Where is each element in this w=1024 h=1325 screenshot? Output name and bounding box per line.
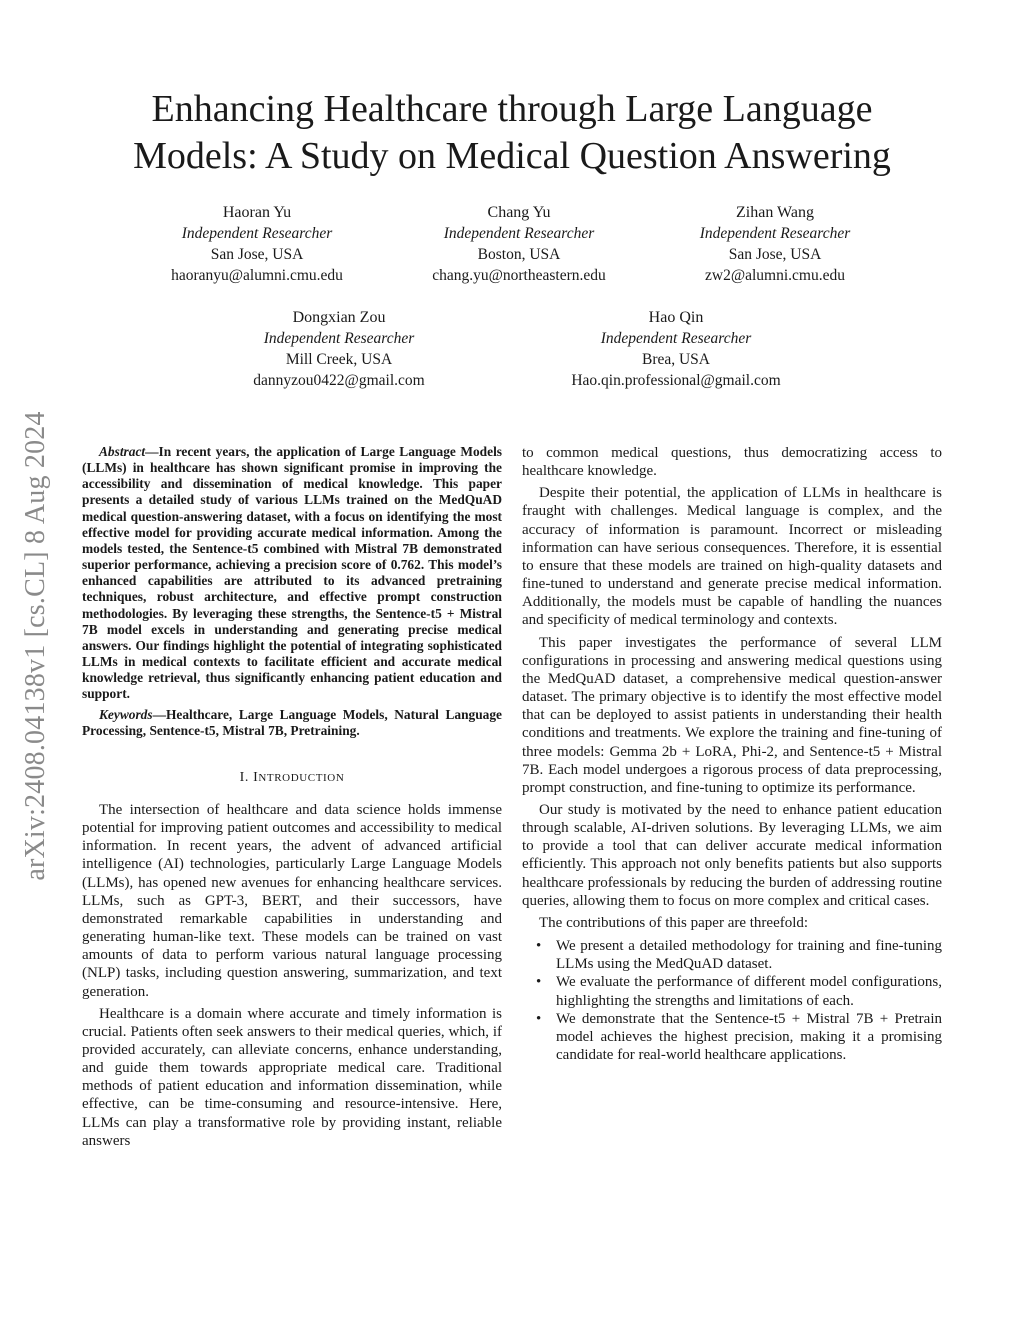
author-location: Boston, USA xyxy=(477,246,561,263)
left-column xyxy=(82,444,502,1150)
section-heading: I. INTRODUCTION xyxy=(239,769,345,785)
author-block-3 xyxy=(625,202,925,286)
author-name: Dongxian Zou xyxy=(292,309,386,326)
bullet-icon: • xyxy=(536,974,542,991)
author-email: dannyzou0422@gmail.com xyxy=(253,372,425,389)
title-line-2: Models: A Study on Medical Question Answering xyxy=(133,135,891,177)
author-affiliation: Independent Researcher xyxy=(181,225,333,242)
arxiv-sidebar xyxy=(8,357,64,935)
contributions-intro: The contributions of this paper are threefold: xyxy=(539,914,809,931)
title-line-1: Enhancing Healthcare through Large Language xyxy=(151,88,873,130)
keywords xyxy=(82,707,502,739)
abstract-text: —In recent years, the application of Large Language Models (LLMs) in healthcare has shown significant promise in improving the accessibility and dissemination of medical knowledge. This paper presents a detailed study of various LLMs trained on the MedQuAD medical question-answering dataset, with a focus on identifying the most effective model for providing accurate medical information. Among the models tested, the Sentence-t5 combined with Mistral 7B demonstrated superior performance, achieving a precision score of 0.762. This model’s enhanced capabilities are attributed to its advanced pretraining techniques, robust architecture, and effective prompt construction methodologies. By leveraging these strengths, the Sentence-t5 + Mistral 7B model excels in understanding and generating precise medical answers. Our findings highlight the potential of integrating sophisticated LLMs in medical contexts to facilitate efficient and accurate medical knowledge retrieval, thus significantly enhancing patient education and support. xyxy=(82,444,502,702)
paper-title xyxy=(80,86,944,180)
author-block-5 xyxy=(526,307,826,391)
author-affiliation: Independent Researcher xyxy=(263,330,415,347)
arxiv-id: arXiv:2408.04138v1 [cs.CL] 8 Aug 2024 xyxy=(20,411,51,881)
author-location: Mill Creek, USA xyxy=(285,351,393,368)
author-email: Hao.qin.professional@gmail.com xyxy=(571,372,781,389)
intro-paragraph-2: Healthcare is a domain where accurate and timely information is crucial. Patients often seek answers to their medical queries, which, if provided accurately, can alleviate concerns, enhance understanding, and guide them towards appropriate medical care. Traditional methods of patient education and information dissemination, while effective, can be time-consuming and resource-intensive. Here, LLMs can play a transformative role by providing instant, reliable answers xyxy=(82,1005,502,1149)
author-affiliation: Independent Researcher xyxy=(443,225,595,242)
keywords-label: Keywords xyxy=(99,706,153,722)
right-column xyxy=(522,444,942,1064)
intro-paragraph-5: Our study is motivated by the need to enhance patient education through scalable, AI-driven solutions. By leveraging LLMs, we aim to provide a tool that can deliver accurate medical information efficiently. This approach not only benefits patients but also supports healthcare professionals by reducing the burden of addressing routine queries, allowing them to focus on more complex and critical cases. xyxy=(522,801,942,909)
abstract-label: Abstract xyxy=(99,444,146,459)
author-affiliation: Independent Researcher xyxy=(699,225,851,242)
author-email: chang.yu@northeastern.edu xyxy=(432,267,606,284)
author-name: Haoran Yu xyxy=(222,204,292,221)
bullet-icon: • xyxy=(536,938,542,955)
contributions-list xyxy=(522,937,942,1064)
author-location: San Jose, USA xyxy=(728,246,822,263)
author-block-2 xyxy=(369,202,669,286)
author-name: Hao Qin xyxy=(648,309,704,326)
intro-paragraph-1: The intersection of healthcare and data science holds immense potential for improving patient outcomes and accessibility to medical information. In recent years, the advent of advanced artificial intelligence (AI) technologies, particularly Large Language Models (LLMs), has opened new avenues for enhancing healthcare services. LLMs, such as GPT-3, BERT, and their successors, have demonstrated remarkable capabilities in understanding and generating human-like text. These models can be trained on vast amounts of data to perform various natural language processing (NLP) tasks, including question answering, summarization, and text generation. xyxy=(82,801,502,1000)
author-name: Zihan Wang xyxy=(736,204,814,221)
author-location: San Jose, USA xyxy=(210,246,304,263)
continuation-paragraph: to common medical questions, thus democratizing access to healthcare knowledge. xyxy=(522,445,942,480)
intro-paragraph-3: Despite their potential, the application of LLMs in healthcare is fraught with challenges. Medical language is complex, and the accuracy of information is paramount. Incorrect or misleading information can have serious consequences. Therefore, it is essential to ensure that these models are trained on high-quality datasets and fine-tuned to understand and generate precise medical information. Additionally, the models must be capable of handling the nuances and specificity of medical terminology and contexts. xyxy=(522,485,942,629)
keywords-text: —Healthcare, Large Language Models, Natural Language Processing, Sentence-t5, Mistral 7B, Pretraining. xyxy=(82,706,502,738)
author-email: haoranyu@alumni.cmu.edu xyxy=(171,267,343,284)
author-block-4 xyxy=(189,307,489,391)
author-block-1 xyxy=(107,202,407,286)
author-email: zw2@alumni.cmu.edu xyxy=(705,267,845,284)
author-location: Brea, USA xyxy=(641,351,711,368)
list-item: • We present a detailed methodology for training and fine-tuning LLMs using the MedQuAD dataset. xyxy=(536,938,942,973)
bullet-icon: • xyxy=(536,1010,542,1027)
list-item: • We evaluate the performance of different model configurations, highlighting the strengths and limitations of each. xyxy=(536,974,942,1009)
list-item: • We demonstrate that the Sentence-t5 + Mistral 7B + Pretrain model achieves the highest precision, making it a promising candidate for real-world healthcare applications. xyxy=(536,1010,942,1063)
abstract xyxy=(82,444,502,703)
author-affiliation: Independent Researcher xyxy=(600,330,752,347)
intro-paragraph-4: This paper investigates the performance of several LLM configurations in processing and answering medical questions using the MedQuAD dataset, a comprehensive medical question-answer dataset. The primary objective is to identify the most effective model that can be deployed to assist patients in understanding their health conditions and treatments. We explore the training and fine-tuning of three models: Gemma 2b + LoRA, Phi-2, and Sentence-t5 + Mistral 7B. Each model undergoes a rigorous process of data preprocessing, prompt construction, and fine-tuning to optimize its performance. xyxy=(522,634,942,796)
author-name: Chang Yu xyxy=(487,204,551,221)
